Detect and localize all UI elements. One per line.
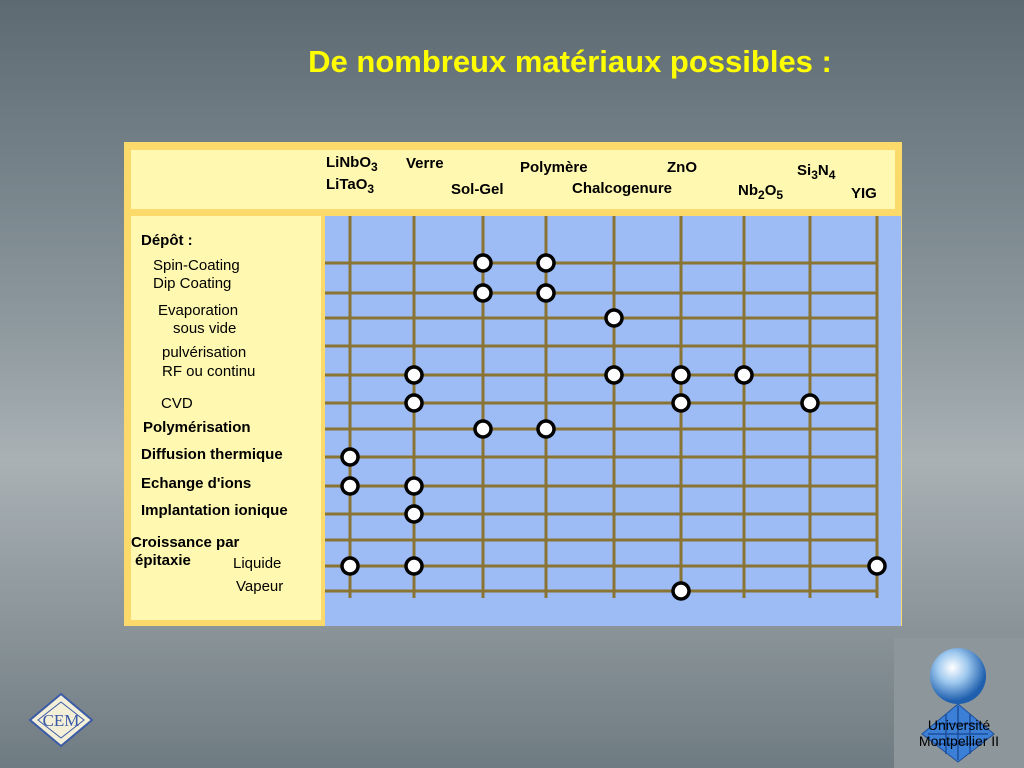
- label-echange-ions: Echange d'ions: [141, 475, 252, 492]
- um-text-line2: Montpellier II: [918, 733, 1000, 749]
- header-yig: YIG: [851, 185, 877, 202]
- header-solgel: Sol-Gel: [451, 181, 504, 198]
- header-zno: ZnO: [667, 159, 697, 176]
- label-polymerisation: Polymérisation: [143, 419, 251, 436]
- compat-mark: [406, 558, 422, 574]
- compat-mark: [869, 558, 885, 574]
- compat-mark: [538, 255, 554, 271]
- compat-mark: [475, 421, 491, 437]
- label-vapeur: Vapeur: [236, 578, 284, 595]
- compat-mark: [475, 255, 491, 271]
- label-spin-coating: Spin-Coating: [153, 257, 240, 274]
- compat-mark: [673, 367, 689, 383]
- universite-montpellier-logo: [894, 638, 1024, 768]
- compat-mark: [673, 395, 689, 411]
- compat-mark: [406, 367, 422, 383]
- label-evaporation: Evaporation: [158, 302, 239, 319]
- header-linbo3: LiNbO$_3$: [326, 154, 378, 174]
- label-cvd: CVD: [161, 395, 193, 412]
- label-diffusion-thermique: Diffusion thermique: [141, 446, 283, 463]
- header-si3n4: $Si_3N_4$: [797, 162, 836, 182]
- label-liquide: Liquide: [233, 555, 282, 572]
- label-implantation-ionique: Implantation ionique: [141, 502, 288, 519]
- label-croissance: Croissance par: [131, 534, 240, 551]
- compat-mark: [606, 367, 622, 383]
- svg-text:CEM: CEM: [42, 711, 80, 730]
- compat-mark: [802, 395, 818, 411]
- label-depot: Dépôt :: [141, 232, 193, 249]
- header-chalcogenure: Chalcogenure: [572, 180, 673, 197]
- compat-mark: [406, 395, 422, 411]
- slide-title: De nombreux matériaux possibles :: [308, 44, 832, 79]
- label-dip-coating: Dip Coating: [153, 275, 232, 292]
- um-text-line1: Université: [927, 717, 991, 733]
- compat-mark: [475, 285, 491, 301]
- compat-mark: [342, 478, 358, 494]
- compat-mark: [673, 583, 689, 599]
- header-verre: Verre: [406, 155, 444, 172]
- compat-mark: [538, 421, 554, 437]
- compat-mark: [406, 478, 422, 494]
- header-litao3: LiTaO$_3$: [326, 176, 375, 196]
- compatibility-grid: [325, 216, 901, 626]
- header-nb2o5: $Nb_2O_5$: [738, 182, 784, 202]
- label-pulverisation: pulvérisation: [162, 344, 247, 361]
- cem-logo: [26, 690, 96, 750]
- header-polymere: Polymère: [520, 159, 588, 176]
- cem-logo-icon: [26, 690, 96, 750]
- compat-mark: [406, 506, 422, 522]
- grid-svg: [325, 216, 901, 626]
- compat-mark: [342, 449, 358, 465]
- compat-mark: [538, 285, 554, 301]
- compat-mark: [342, 558, 358, 574]
- compat-mark: [736, 367, 752, 383]
- label-sous-vide: sous vide: [173, 320, 237, 337]
- label-epitaxie: épitaxie: [135, 552, 191, 569]
- compat-mark: [606, 310, 622, 326]
- label-rf-continu: RF ou continu: [162, 363, 256, 380]
